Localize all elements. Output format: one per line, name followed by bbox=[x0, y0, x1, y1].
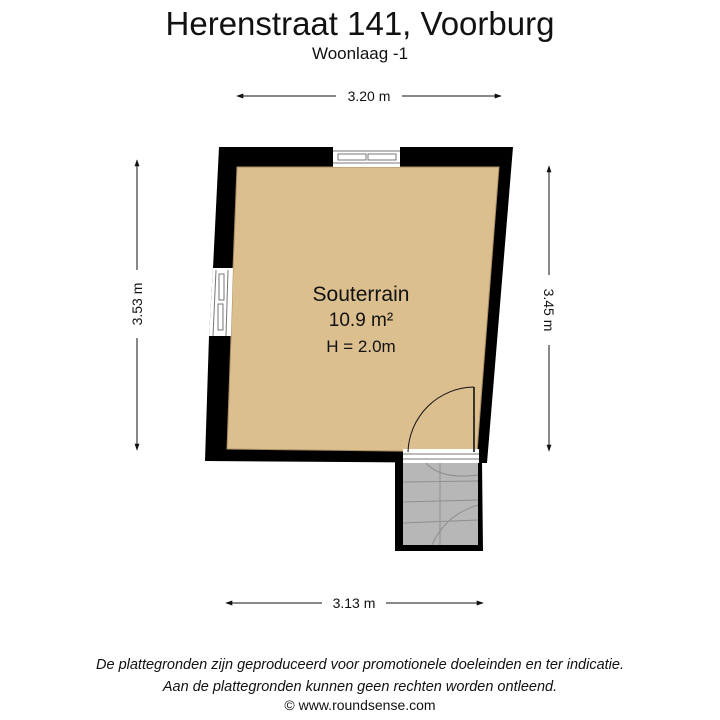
room-area: 10.9 m² bbox=[328, 310, 394, 331]
copyright-line: © www.roundsense.com bbox=[284, 697, 436, 713]
disclaimer-line-2: Aan de plattegronden kunnen geen rechten worden ontleend. bbox=[162, 679, 558, 695]
floor-level-subtitle: Woonlaag -1 bbox=[311, 44, 409, 63]
dimension-left bbox=[129, 160, 145, 450]
dimension-bottom-label: 3.13 m bbox=[332, 595, 376, 611]
plan-title: Herenstraat 141, Voorburg bbox=[165, 5, 555, 42]
room-name: Souterrain bbox=[312, 283, 410, 306]
dimension-left-label: 3.53 m bbox=[129, 282, 145, 326]
dimension-top-label: 3.20 m bbox=[347, 88, 391, 104]
window-top bbox=[333, 147, 400, 167]
room-height: H = 2.0m bbox=[326, 337, 396, 356]
dimension-right bbox=[541, 166, 557, 451]
dimension-top bbox=[237, 88, 501, 104]
window-left bbox=[209, 268, 233, 336]
dimension-right-label: 3.45 m bbox=[541, 288, 557, 332]
disclaimer-line-1: De plattegronden zijn geproduceerd voor promotionele doeleinden en ter indicatie. bbox=[96, 657, 624, 673]
staircase bbox=[395, 461, 483, 551]
dimension-bottom bbox=[226, 595, 483, 611]
